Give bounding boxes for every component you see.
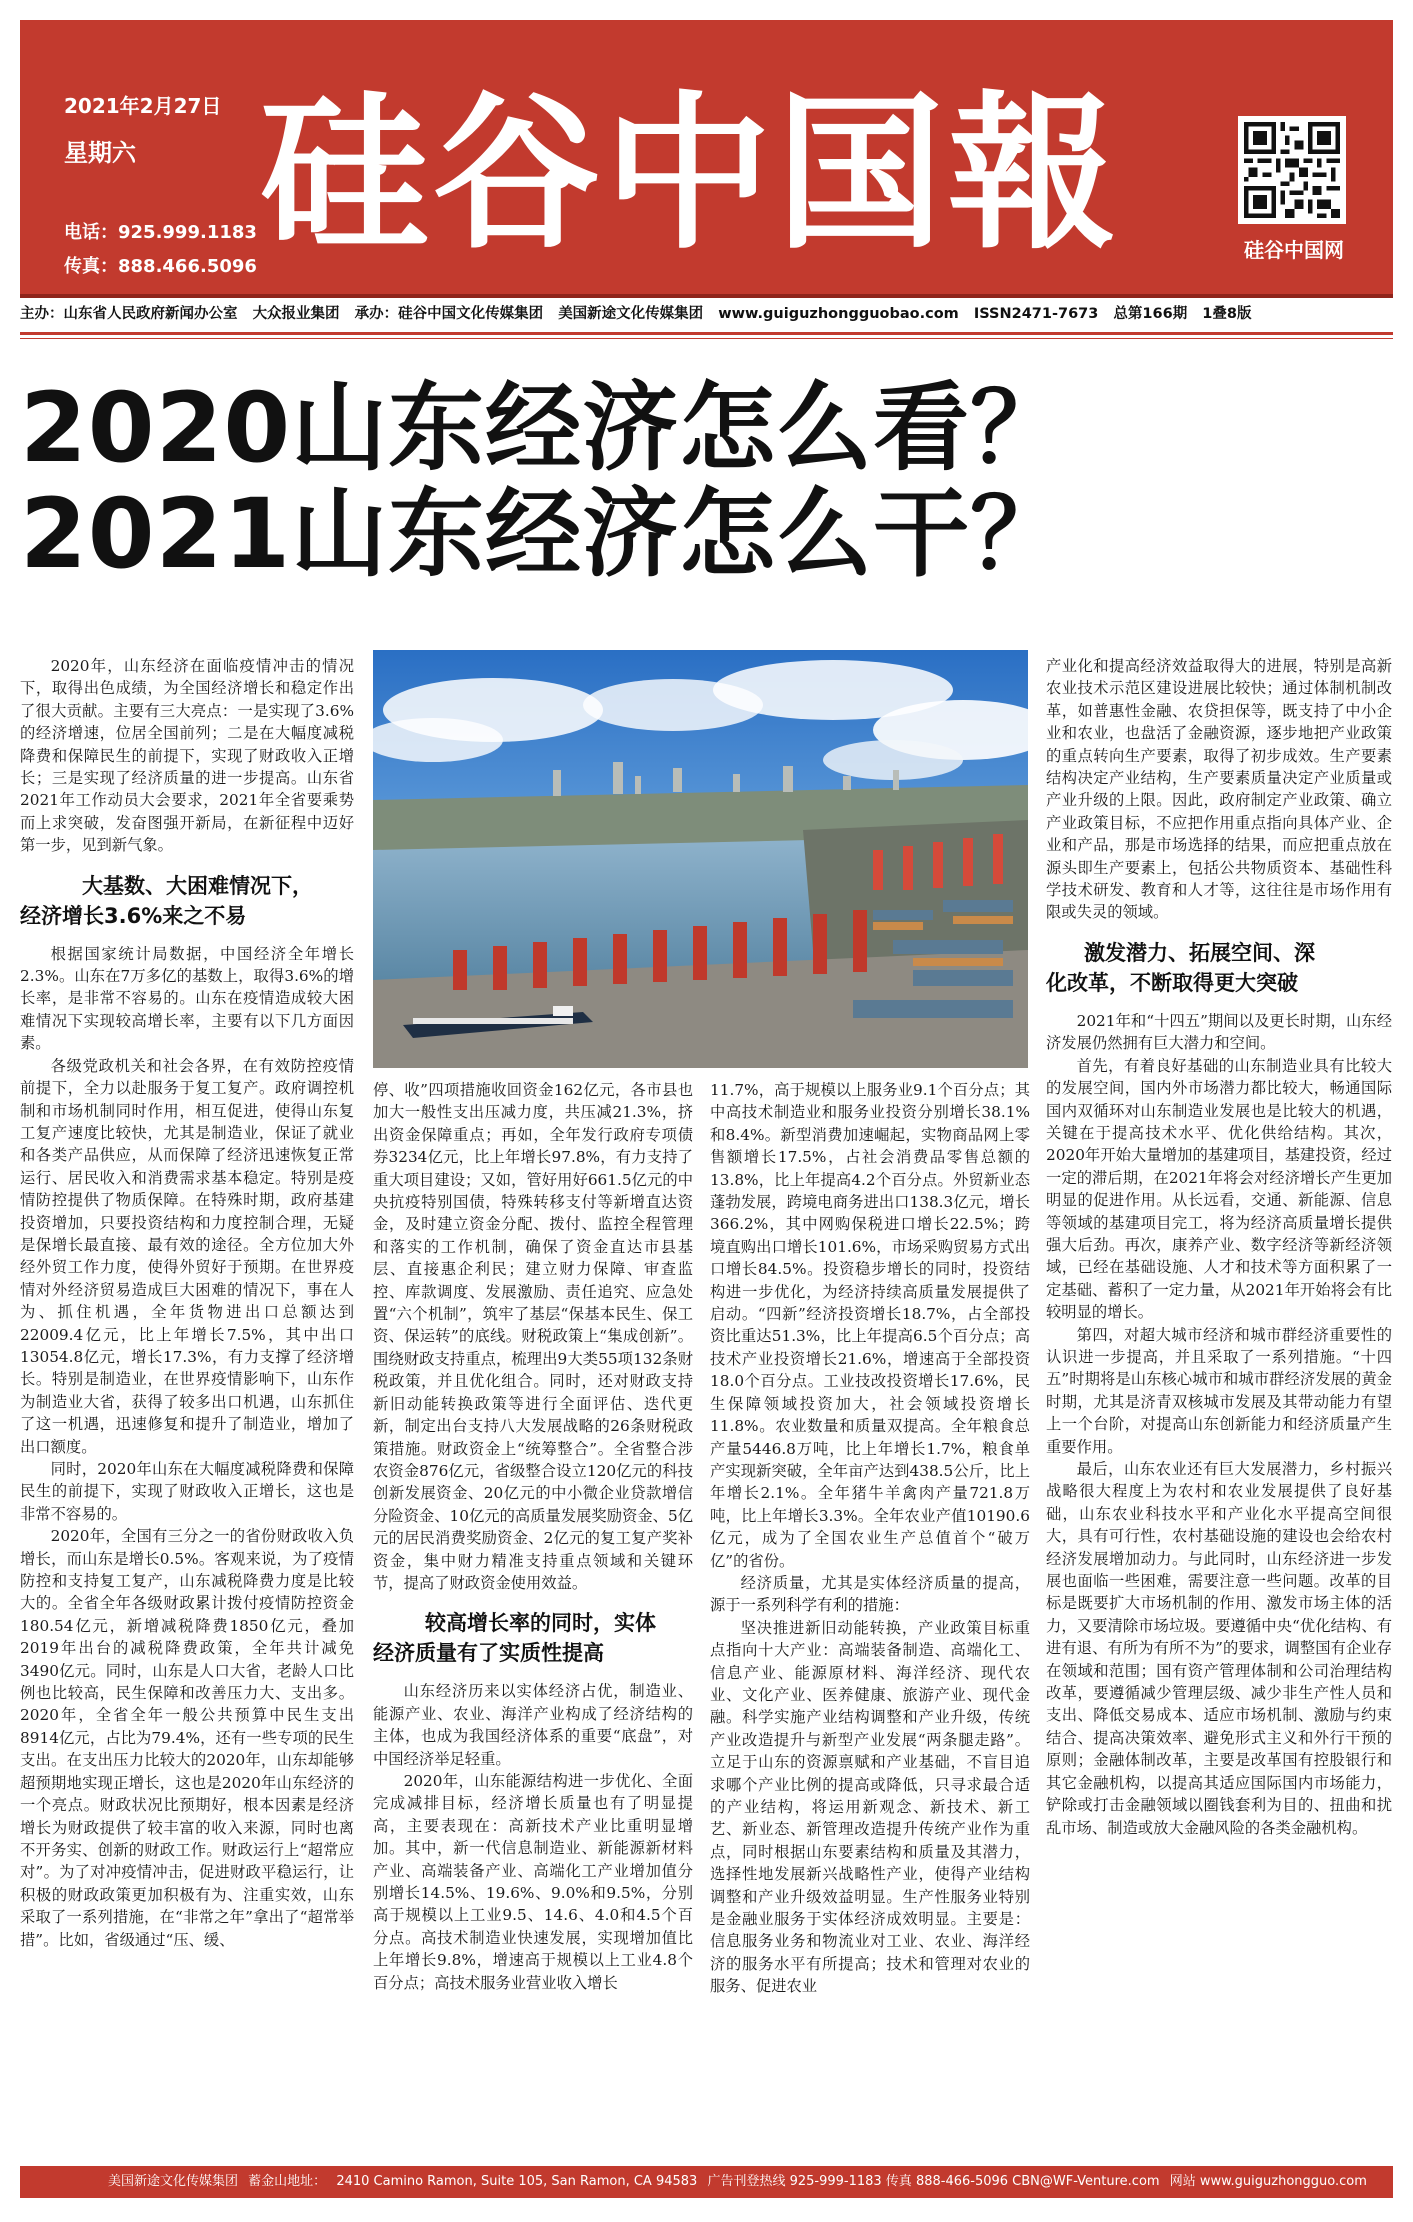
paragraph: 2021年和“十四五”期间以及更长时期，山东经济发展仍然拥有巨大潜力和空间。	[1046, 1011, 1392, 1053]
paragraph: 最后，山东农业还有巨大发展潜力，乡村振兴战略很大程度上为农村和农业发展提供了良好基础，山东农业科技水平和产业化水平提高空间很大，具有可行性，农村基础设施的建设也会给农村经济发展增加动力。与此同时，山东经济进一步发展也面临一些困难，需要注意一些问题。改革的目标是既要扩大市场机制的作用、激发市场主体的活力，又要清除市场垃圾。要遵循中央“优化结构、有进有退、有所为有所不为”的要求，调整国有企业存在领域和范围；国有资产管理体制和公司治理结构改革，要遵循减少管理层级、减少非生产性人员和支出、降低交易成本、适应市场机制、激励与约束结合、提高决策效率、避免形式主义和外行干预的原则；金融体制改革，主要是改革国有控股银行和其它金融机构，以提高其适应国际国内市场能力，铲除或打击金融领域以圈钱套利为目的、扭曲和扰乱市场、制造或放大金融风险的各类金融机构。	[1046, 1460, 1392, 1837]
telephone: 电话：925.999.1183	[64, 222, 257, 243]
paragraph: 山东经济历来以实体经济占优，制造业、能源产业、农业、海洋产业构成了经济结构的主体，也成为我国经济体系的重要“底盘”，对中国经济举足轻重。	[373, 1682, 693, 1768]
article-column-2	[373, 1079, 693, 2155]
footer-address: 2410 Camino Ramon, Suite 105, San Ramon, CA 94583	[336, 2174, 698, 2189]
issn: ISSN2471-7673	[973, 306, 1099, 322]
issue-date: 2021年2月27日	[64, 94, 222, 118]
divider	[20, 338, 1393, 339]
masthead	[20, 20, 1393, 298]
issue-number: 总第166期	[1113, 306, 1188, 322]
subhead-line: 经济增长3.6%来之不易	[20, 903, 247, 928]
headline-line-1: 2020山东经济怎么看？	[20, 372, 1068, 484]
sponsor-2: 大众报业集团	[252, 306, 340, 322]
subhead-line: 大基数、大困难情况下，	[82, 873, 313, 898]
organizer: 承办：硅谷中国文化传媒集团	[354, 306, 544, 322]
paragraph: 各级党政机关和社会各界，在有效防控疫情前提下，全力以赴服务于复工复产。政府调控机制和市场机制同时作用，相互促进，使得山东复工复产速度比较快，尤其是制造业，保证了就业和各类产品供应，从而保障了经济迅速恢复正常运行、居民收入和消费需求基本稳定。特别是疫情防控提供了物质保障。在特殊时期，政府基建投资增加，只要投资结构和力度控制合理，无疑是保增长最直接、最有效的途径。全方位加大外经外贸工作力度，使得外贸好于预期。在世界疫情对外经济贸易造成巨大困难的情况下，事在人为、抓住机遇，全年货物进出口总额达到22009.4亿元，比上年增长7.5%，其中出口13054.8亿元，增长17.3%，有力支撑了经济增长。特别是制造业，在世界疫情影响下，山东作为制造业大省，获得了较多出口机遇，山东抓住了这一机遇，迅速修复和提升了制造业，增加了出口额度。	[20, 1056, 354, 1456]
paragraph: 2020年，全国有三分之一的省份财政收入负增长，而山东是增长0.5%。客观来说，为了疫情防控和支持复工复产，山东减税降费力度是比较大的。全省全年各级财政累计拨付疫情防控资金180.54亿元，新增减税降费1850亿元，叠加2019年出台的减税降费政策，全年共计减免3490亿元。同时，山东是人口大省，老龄人口比例也比较高，民生保障和改善压力大、支出多。2020年，全省全年一般公共预算中民生支出8914亿元，占比为79.4%，还有一些专项的民生支出。在支出压力比较大的2020年，山东却能够超预期地实现正增长，这也是2020年山东经济的一个亮点。财政状况比预期好，根本因素是经济增长为财政提供了较丰富的收入来源，同时也离不开务实、创新的财政工作。财政运行上“超常应对”。为了对冲疫情冲击，促进财政平稳运行，让积极的财政政策更加积极有为、注重实效，山东采取了一系列措施，在“非常之年”拿出了“超常举措”。比如，省级通过“压、缓、	[20, 1527, 354, 1949]
website-link[interactable]: www.guiguzhongguobao.com	[718, 306, 959, 322]
qr-code-icon[interactable]	[1238, 116, 1346, 224]
footer-ad-hotline: 广告刊登热线 925-999-1183 传真 888-466-5096 CBN@WF-Venture.com	[707, 2174, 1160, 2189]
paragraph: 坚决推进新旧动能转换，产业政策目标重点指向十大产业：高端装备制造、高端化工、信息产业、能源原材料、海洋经济、现代农业、文化产业、医养健康、旅游产业、现代金融。科学实施产业结构调整和产业升级，传统产业改造提升与新型产业发展“两条腿走路”。立足于山东的资源禀赋和产业基础，不盲目追求哪个产业比例的提高或降低，只寻求最合适的产业结构，将运用新观念、新技术、新工艺、新业态、新管理改造提升传统产业作为重点，同时根据山东要素结构和质量及其潜力，选择性地发展新兴战略性产业，使得产业结构调整和产业升级效益明显。生产性服务业特别是金融业服务于实体经济成效明显。主要是：信息服务业务和物流业对工业、农业、海洋经济的服务水平有所提高；技术和管理对农业的服务、促进农业	[710, 1618, 1030, 1996]
paragraph: 11.7%，高于规模以上服务业9.1个百分点；其中高技术制造业和服务业投资分别增长38.1%和8.4%。新型消费加速崛起，实物商品网上零售额增长17.5%，占社会消费品零售总额的13.8%，比上年提高4.2个百分点。外贸新业态蓬勃发展，跨境电商务进出口138.3亿元，增长366.2%，其中网购保税进口增长22.5%；跨境直购出口增长101.6%，市场采购贸易方式出口增长84.5%。投资稳步增长的同时，投资结构进一步优化，为经济持续高质量发展提供了启动。“四新”经济投资增长18.7%，占全部投资比重达51.3%，比上年提高6.5个百分点；高技术产业投资增长21.6%，增速高于全部投资18.0个百分点。工业技改投资增长17.6%，民生保障领域投资加大，社会领域投资增长11.8%。农业数量和质量双提高。全年粮食总产量5446.8万吨，比上年增长1.7%，粮食单产实现新突破，全年亩产达到438.5公斤，比上年增长2.1%。全年猪牛羊禽肉产量721.8万吨，比上年增长3.3%。全年农业产值10190.6亿元，成为了全国农业生产总值首个“破万亿”的省份。	[710, 1081, 1030, 1570]
qr-label: 硅谷中国网	[1244, 238, 1344, 262]
section-subhead-2	[373, 1608, 693, 1668]
divider	[20, 332, 1393, 335]
paragraph: 首先，有着良好基础的山东制造业具有比较大的发展空间，国内外市场潜力都比较大，畅通国际国内双循环对山东制造业发展也是比较大的机遇，关键在于提高技术水平、优化供给结构。其次，2020年开始大量增加的基建项目，基建投资，经过一定的滞后期，在2021年将会对经济增长产生更加明显的促进作用。从长远看，交通、新能源、信息等领域的基建项目完工，将为经济高质量增长提供强大后劲。再次，康养产业、数字经济等新经济领域，已经在基础设施、人才和技术等方面积累了一定基础、蓄积了一定力量，从2021年开始将会有比较明显的增长。	[1046, 1056, 1392, 1322]
masthead-info	[64, 90, 257, 278]
publisher-info-strip	[20, 302, 1393, 328]
section-subhead-3	[1046, 938, 1392, 998]
article-column-1	[20, 655, 354, 2155]
section-subhead-1	[20, 871, 354, 931]
paragraph: 2020年，山东能源结构进一步优化、全面完成减排目标，经济增长质量也有了明显提高，主要表现在：高新技术产业比重明显增加。其中，新一代信息制造业、新能源新材料产业、高端装备产业、高端化工产业增加值分别增长14.5%、19.6%、9.0%和9.5%，分别高于规模以上工业9.5、14.6、4.0和4.5个百分点。高技术制造业快速发展，实现增加值比上年增长9.8%，增速高于规模以上工业4.8个百分点；高技术服务业营业收入增长	[373, 1771, 693, 1992]
subhead-line: 较高增长率的同时，实体	[425, 1611, 656, 1636]
paragraph: 根据国家统计局数据，中国经济全年增长2.3%。山东在7万多亿的基数上，取得3.6%的增长率，是非常不容易的。山东在疫情造成较大困难情况下实现较高增长率，主要有以下几方面因素。	[20, 944, 354, 1053]
footer-address-label: 蓄金山地址：	[248, 2174, 327, 2189]
subhead-line: 经济质量有了实质性提高	[373, 1641, 604, 1666]
paragraph: 经济质量，尤其是实体经济质量的提高，源于一系列科学有利的措施：	[710, 1573, 1030, 1615]
issue-weekday: 星期六	[64, 139, 136, 167]
sponsor: 主办：山东省人民政府新闻办公室	[20, 306, 238, 322]
paragraph: 停、收”四项措施收回资金162亿元，各市县也加大一般性支出压减力度，共压减21.3%，挤出资金保障重点；再如，全年发行政府专项债券3234亿元，比上年增长97.8%，有力支持了重大项目建设；又如，管好用好661.5亿元的中央抗疫特别国债，特殊转移支付等新增直达资金，及时建立资金分配、拨付、监控全程管理和落实的工作机制，确保了资金直达市县基层、直接惠企利民；建立财力保障、审查监控、库款调度、发展激励、责任追究、应急处置“六个机制”，筑牢了基层“保基本民生、保工资、保运转”的底线。财税政策上“集成创新”。围绕财政支持重点，梳理出9大类55项132条财税政策，并且优化组合。同时，还对财政支持新旧动能转换政策等进行全面评估、迭代更新，制定出台支持八大发展战略的26条财税政策措施。财政资金上“统筹整合”。全省整合涉农资金876亿元，省级整合设立120亿元的科技创新发展资金、20亿元的中小微企业贷款增信分险资金、10亿元的高质量发展奖励资金、5亿元的居民消费奖励资金、2亿元的复工复产奖补资金，集中财力精准支持重点领域和关键环节，提高了财政资金使用效益。	[373, 1081, 693, 1592]
fax: 传真：888.466.5096	[64, 256, 257, 277]
subhead-line: 激发潜力、拓展空间、深	[1084, 940, 1315, 965]
footer-site-link[interactable]: 网站 www.guiguzhongguo.com	[1169, 2174, 1367, 2189]
page-count: 1叠8版	[1202, 306, 1252, 322]
paragraph: 2020年，山东经济在面临疫情冲击的情况下，取得出色成绩，为全国经济增长和稳定作出了很大贡献。主要有三大亮点：一是实现了3.6%的经济增速，位居全国前列；二是在大幅度减税降费和保障民生的前提下，实现了财政收入正增长；三是实现了经济质量的进一步提高。山东省2021年工作动员大会要求，2021年全省要乘势而上求突破，发奋图强开新局，在新征程中迈好第一步，见到新气象。	[20, 657, 354, 855]
main-headline	[20, 372, 1393, 590]
organizer-2: 美国新途文化传媒集团	[558, 306, 704, 322]
port-photo	[373, 650, 1028, 1068]
paragraph: 第四，对超大城市经济和城市群经济重要性的认识进一步提高，并且采取了一系列措施。“十四五”时期将是山东核心城市和城市群经济发展的黄金时期，尤其是济青双核城市发展及其带动能力有望上一个台阶，对提高山东创新能力和经济质量产生重要作用。	[1046, 1325, 1392, 1456]
paragraph: 产业化和提高经济效益取得大的进展，特别是高新农业技术示范区建设进展比较快；通过体制机制改革，如普惠性金融、农贷担保等，既支持了中小企业和农业，也盘活了金融资源，逐步地把产业政策的重点转向生产要素，取得了初步成效。生产要素结构决定产业结构，生产要素质量决定产业质量或产业升级的上限。因此，政府制定产业政策、确立产业政策目标，不应把作用重点指向具体产业、企业和产品，那是市场选择的结果，而应把重点放在源头即生产要素上，包括公共物质资本、基础性科学技术研发、教育和人才等，这往往是市场作用有限或失灵的领域。	[1046, 657, 1392, 922]
article-column-3	[710, 1079, 1030, 2155]
footer-group: 美国新途文化传媒集团	[108, 2174, 239, 2189]
headline-line-2: 2021山东经济怎么干？	[20, 478, 1068, 590]
newspaper-title: 硅谷中国報	[260, 74, 1120, 272]
article-column-4	[1046, 655, 1392, 2155]
footer-bar	[20, 2166, 1393, 2198]
subhead-line: 化改革，不断取得更大突破	[1046, 970, 1298, 995]
paragraph: 同时，2020年山东在大幅度减税降费和保障民生的前提下，实现了财政收入正增长，这也是非常不容易的。	[20, 1460, 354, 1523]
